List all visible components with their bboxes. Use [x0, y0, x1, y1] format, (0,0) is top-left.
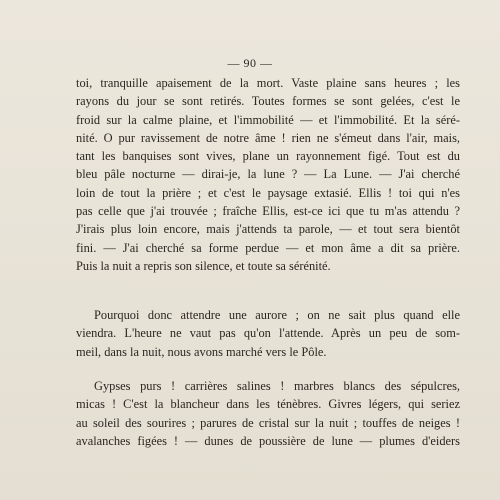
paragraph-2 [76, 306, 460, 361]
text-line: bleu pâle nocturne — dirai-je, la lune ? — La Lune. — J'ai cherché [76, 167, 460, 182]
text-line: froid sur la calme plaine, et l'immobilité — et l'immobilité. Et la séré- [76, 112, 460, 127]
text-line: Puis la nuit a repris son silence, et toute sa sérénité. [76, 258, 331, 273]
text-line: rayons du jour se sont retirés. Toutes formes se sont gelées, c'est le [76, 94, 460, 109]
page-number: — 90 — [227, 56, 273, 70]
text-line: meil, dans la nuit, nous avons marché vers le Pôle. [76, 344, 327, 359]
text-line: au soleil des sourires ; parures de cristal sur la nuit ; touffes de neiges ! [76, 415, 460, 430]
text-line: Gypses purs ! carrières salines ! marbres blancs des sépulcres, [94, 379, 460, 393]
text-line: fini. — J'ai cherché sa forme perdue — et mon âme a dit sa prière. [76, 240, 460, 255]
text-line: toi, tranquille apaisement de la mort. Vaste plaine sans heures ; les [76, 76, 460, 90]
paragraph-3 [76, 377, 460, 450]
text-line: pas celle que j'ai trouvée ; fraîche Ellis, est-ce ici que tu m'as attendu ? [76, 204, 460, 219]
text-line: avalanches figées ! — dunes de poussière de lune — plumes d'eiders [76, 433, 460, 448]
text-line: micas ! C'est la blancheur dans les ténèbres. Givres légers, qui seriez [76, 397, 460, 412]
text-line: Pourquoi donc attendre une aurore ; on ne sait plus quand elle [94, 308, 460, 322]
text-line: nité. O pur ravissement de notre âme ! rien ne s'émeut dans l'air, mais, [76, 130, 460, 145]
paragraph-1 [76, 74, 460, 275]
text-line: loin de tout la prière ; et c'est le paysage extasié. Ellis ! toi qui n'es [76, 185, 460, 200]
text-line: J'irais plus loin encore, mais j'attends ta parole, — et tout sera bientôt [76, 222, 460, 237]
text-line: viendra. L'heure ne vaut pas qu'on l'attende. Après un peu de som- [76, 326, 460, 341]
text-line: tant les banquises sont vives, plane un rayonnement figé. Tout est du [76, 149, 460, 164]
